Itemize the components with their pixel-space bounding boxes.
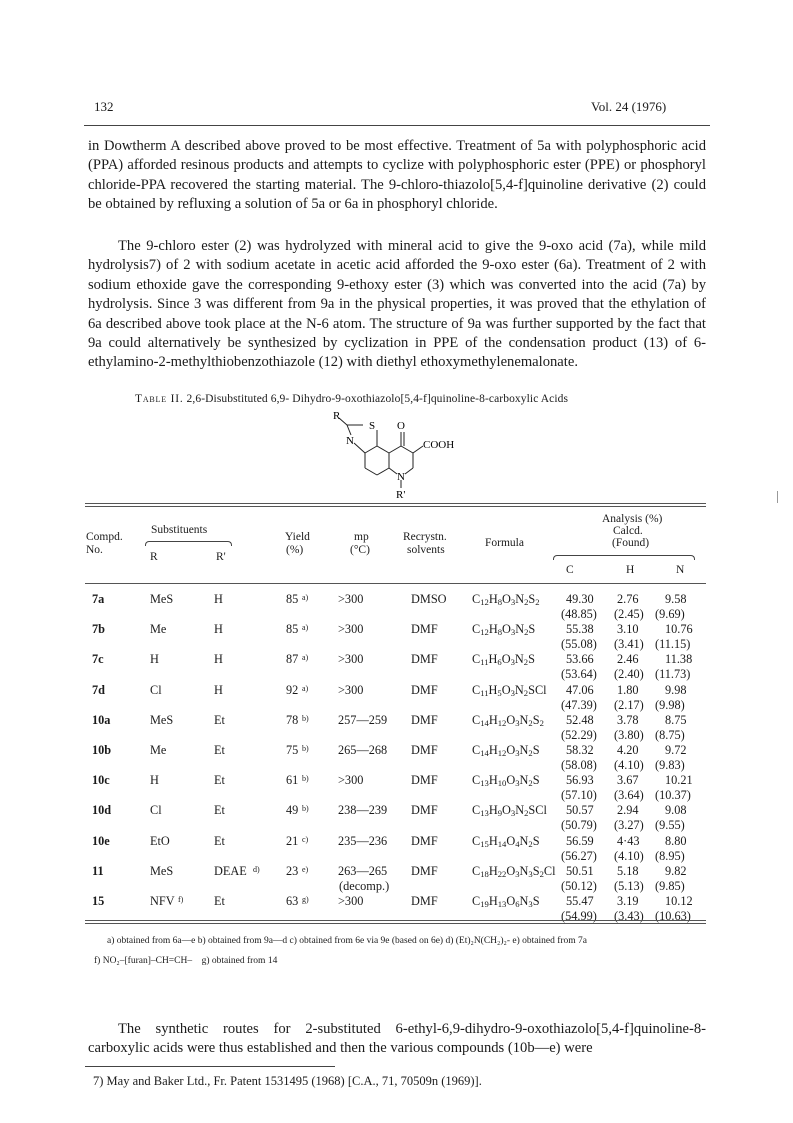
table-top-rule — [85, 503, 706, 504]
yield-note: e) — [302, 864, 309, 874]
compd-no: 15 — [92, 894, 105, 908]
found-c: (50.79) — [561, 818, 597, 833]
found-n: (9.98) — [655, 697, 685, 712]
calcd-c: 58.32 — [566, 743, 594, 757]
solvent: DMF — [411, 833, 438, 848]
solvent: DMF — [411, 712, 438, 727]
substituent-r: H — [150, 652, 159, 667]
solvent: DMF — [411, 743, 438, 757]
header-n: N — [676, 564, 685, 576]
table-header-rule — [85, 583, 706, 584]
formula: $C_{12}H_8O_3N_2S$ — [472, 622, 536, 638]
substituents-brace — [145, 541, 232, 546]
note-f-label: f) — [94, 956, 101, 966]
yield: 78 — [286, 712, 299, 727]
chemical-structure — [325, 408, 475, 500]
header-found: (Found) — [612, 537, 650, 549]
structure-n-quinoline: N — [397, 471, 405, 483]
yield: 23 — [286, 863, 299, 878]
found-n: (10.63) — [655, 909, 691, 923]
calcd-h: 2.94 — [617, 803, 639, 818]
compd-no: 10b — [92, 743, 112, 757]
r-note: f) — [178, 895, 184, 904]
calcd-h: 2.46 — [617, 652, 639, 667]
yield: 75 — [286, 743, 299, 757]
header-calcd: Calcd. — [613, 525, 643, 537]
header-recryst: Recrystn. — [403, 531, 447, 543]
header-solvents: solvents — [407, 544, 445, 556]
structure-r: R — [333, 410, 341, 422]
solvent: DMF — [411, 863, 438, 878]
found-c: (57.10) — [561, 788, 597, 803]
margin-mark — [777, 491, 778, 503]
substituent-r: H — [150, 773, 159, 788]
paragraph-3: The synthetic routes for 2-substituted 6-ethyl-6,9-dihydro-9-oxothiazolo[5,4-f]quinoline-8-carboxylic acids were thus established and then the various compounds (10b—e) were — [88, 1021, 706, 1057]
yield-note: c) — [302, 834, 309, 844]
solvent: DMF — [411, 894, 438, 908]
page-number: 132 — [94, 99, 114, 114]
calcd-n: 11.38 — [665, 652, 693, 667]
melting-point: 263—265 — [338, 863, 388, 878]
structure-o: O — [397, 420, 405, 432]
structure-cooh: COOH — [423, 439, 455, 451]
calcd-c: 53.66 — [566, 652, 594, 667]
header-yield: Yield — [285, 531, 310, 543]
header-formula: Formula — [485, 537, 524, 549]
melting-point-note: (decomp.) — [339, 878, 390, 893]
solvent: DMF — [411, 803, 438, 818]
melting-point: >300 — [338, 622, 364, 637]
yield: 85 — [286, 622, 299, 637]
substituent-r-prime: Et — [214, 712, 225, 727]
compd-no: 10a — [92, 712, 111, 727]
calcd-c: 49.30 — [566, 592, 594, 606]
calcd-n: 8.75 — [665, 712, 687, 727]
yield-note: b) — [302, 713, 309, 723]
substituent-r-prime: H — [214, 682, 223, 697]
found-c: (54.99) — [561, 909, 597, 923]
found-c: (50.12) — [561, 878, 597, 893]
calcd-c: 50.57 — [566, 803, 594, 818]
header-substituents: Substituents — [151, 524, 208, 536]
formula: $C_{13}H_9O_3N_2SCl$ — [472, 803, 547, 819]
found-n: (9.83) — [655, 758, 685, 772]
found-n: (10.37) — [655, 788, 691, 803]
calcd-c: 55.47 — [566, 894, 594, 908]
found-n: (11.15) — [655, 637, 691, 652]
table-label: Table II. — [135, 393, 184, 405]
yield: 63 — [286, 894, 299, 908]
structure-n-ring: N — [346, 435, 354, 447]
header-h: H — [626, 564, 635, 576]
found-h: (3.80) — [614, 727, 644, 742]
substituent-r-prime: Et — [214, 894, 225, 908]
structure-r-prime: R' — [396, 489, 406, 500]
calcd-h: 3.78 — [617, 712, 639, 727]
calcd-n: 9.72 — [665, 743, 687, 757]
substituent-r-prime: H — [214, 652, 223, 667]
calcd-n: 9.08 — [665, 803, 687, 818]
yield: 21 — [286, 833, 299, 848]
table-bottom-rule — [85, 920, 706, 921]
formula: $C_{11}H_6O_3N_2S$ — [472, 652, 535, 668]
header-r-prime: R' — [216, 551, 226, 563]
found-h: (2.45) — [614, 607, 644, 621]
formula: $C_{13}H_{10}O_3N_2S$ — [472, 773, 540, 789]
solvent: DMF — [411, 622, 438, 637]
yield: 49 — [286, 803, 299, 818]
melting-point: 265—268 — [338, 743, 388, 757]
calcd-n: 10.76 — [665, 622, 693, 637]
substituent-r: Cl — [150, 803, 162, 818]
substituent-r: MeS — [150, 592, 174, 606]
compd-no: 7a — [92, 592, 105, 606]
header-yield-unit: (%) — [286, 544, 304, 556]
compd-no: 7b — [92, 622, 105, 637]
melting-point: >300 — [338, 592, 364, 606]
yield-note: a) — [302, 593, 309, 602]
found-h: (3.43) — [614, 909, 644, 923]
formula: $C_{19}H_{13}O_6N_3S$ — [472, 894, 540, 909]
yield: 85 — [286, 592, 299, 606]
compd-no: 10e — [92, 833, 110, 848]
melting-point: 257—259 — [338, 712, 388, 727]
structure-s: S — [369, 420, 376, 432]
formula: $C_{18}H_{22}O_3N_3S_2Cl$ — [472, 863, 556, 879]
solvent: DMF — [411, 773, 438, 788]
header-c: C — [566, 564, 574, 576]
table-notes-2 — [94, 954, 277, 968]
substituent-r-prime: H — [214, 592, 223, 606]
found-c: (53.64) — [561, 667, 597, 682]
melting-point: >300 — [338, 773, 364, 788]
calcd-h: 2.76 — [617, 592, 639, 606]
calcd-n: 10.21 — [665, 773, 693, 788]
note-g: g) obtained from 14 — [201, 956, 278, 966]
calcd-h: 3.19 — [617, 894, 639, 908]
found-n: (8.75) — [655, 727, 685, 742]
calcd-n: 9.82 — [665, 863, 687, 878]
footnote-rule — [85, 1066, 335, 1067]
found-h: (3.41) — [614, 637, 644, 652]
found-c: (48.85) — [561, 607, 597, 621]
found-c: (56.27) — [561, 848, 597, 863]
found-h: (2.17) — [614, 697, 644, 712]
header-analysis: Analysis (%) — [602, 513, 663, 525]
substituent-r-prime: DEAE — [214, 863, 247, 878]
calcd-n: 10.12 — [665, 894, 693, 908]
found-h: (2.40) — [614, 667, 644, 682]
melting-point: >300 — [338, 652, 364, 667]
substituent-r: EtO — [150, 833, 170, 848]
header-mp-unit: (°C) — [350, 544, 370, 556]
yield: 61 — [286, 773, 299, 788]
header-no: No. — [86, 544, 103, 556]
yield-note: a) — [302, 683, 309, 693]
found-n: (9.85) — [655, 878, 685, 893]
formula: $C_{12}H_8O_3N_2S_2$ — [472, 592, 540, 607]
compd-no: 11 — [92, 863, 104, 878]
substituent-r-prime: Et — [214, 743, 225, 757]
table-caption: 2,6-Disubstituted 6,9- Dihydro-9-oxothiazolo[5,4-f]quinoline-8-carboxylic Acids — [186, 393, 569, 405]
yield-note: g) — [302, 895, 309, 904]
calcd-c: 56.59 — [566, 833, 594, 848]
compd-no: 7c — [92, 652, 104, 667]
found-h: (4.10) — [614, 848, 644, 863]
found-c: (47.39) — [561, 697, 597, 712]
substituent-r-prime: Et — [214, 803, 225, 818]
substituent-r-prime: Et — [214, 833, 225, 848]
compd-no: 10c — [92, 773, 110, 788]
note-f-formula: NO₂–[furan]–CH=CH– — [102, 956, 193, 966]
table-notes: a) obtained from 6a—e b) obtained from 9a—d c) obtained from 6e via 9e (based on 6e) d) (Et)₂N(CH₂)₂- e) obtained from 7a — [107, 936, 588, 946]
substituent-r: Cl — [150, 682, 162, 697]
melting-point: >300 — [338, 682, 364, 697]
yield-note: b) — [302, 744, 309, 753]
compd-no: 10d — [92, 803, 112, 818]
calcd-n: 8.80 — [665, 833, 687, 848]
calcd-h: 3.67 — [617, 773, 639, 788]
found-n: (9.55) — [655, 818, 685, 833]
found-h: (5.13) — [614, 878, 644, 893]
yield-note: a) — [302, 653, 309, 663]
footnote: 7) May and Baker Ltd., Fr. Patent 1531495 (1968) [C.A., 71, 70509n (1969)]. — [93, 1074, 482, 1088]
calcd-h: 5.18 — [617, 863, 639, 878]
calcd-h: 3.10 — [617, 622, 639, 637]
table-top-rule-2 — [85, 506, 706, 507]
calcd-c: 52.48 — [566, 712, 594, 727]
formula: $C_{14}H_{12}O_3N_2S$ — [472, 743, 540, 758]
substituent-r: MeS — [150, 712, 174, 727]
r-prime-note: d) — [253, 864, 260, 874]
calcd-n: 9.98 — [665, 682, 687, 697]
found-c: (58.08) — [561, 758, 597, 772]
melting-point: >300 — [338, 894, 364, 908]
paragraph-2: The 9-chloro ester (2) was hydrolyzed with mineral acid to give the 9-oxo acid (7a), while mild hydrolysis7) of 2 with sodium acetate in acetic acid afforded the 9-oxo ester (6a). Treatment of 2 with sodium ethoxide gave the corresponding 9-ethoxy ester (3) which was converted into the acid (7a) by hydrolysis. Since 3 was different from 9a in the physical properties, it was proved that the ethylation of 6a described above took place at the N-6 atom. The structure of 9a was further supported by the fact that 9a could alternatively be synthesized by cyclization in PPE of the condensation product (13) of 6-ethylamino-2-methylthiobenzothiazole (12) with diethyl ethoxymethylenemalonate. — [88, 238, 706, 371]
solvent: DMF — [411, 652, 438, 667]
calcd-c: 55.38 — [566, 622, 594, 637]
formula: $C_{14}H_{12}O_3N_2S_2$ — [472, 712, 544, 728]
solvent: DMSO — [411, 592, 447, 606]
substituent-r: NFV — [150, 894, 175, 908]
calcd-c: 50.51 — [566, 863, 594, 878]
calcd-h: 1.80 — [617, 682, 639, 697]
substituent-r: Me — [150, 622, 167, 637]
found-c: (52.29) — [561, 727, 597, 742]
volume-label: Vol. 24 (1976) — [591, 99, 667, 114]
yield-note: b) — [302, 804, 309, 814]
compd-no: 7d — [92, 682, 105, 697]
found-h: (4.10) — [614, 758, 644, 772]
found-h: (3.64) — [614, 788, 644, 803]
yield: 92 — [286, 682, 299, 697]
substituent-r: Me — [150, 743, 167, 757]
analysis-brace — [553, 555, 695, 560]
found-h: (3.27) — [614, 818, 644, 833]
yield: 87 — [286, 652, 299, 667]
solvent: DMF — [411, 682, 438, 697]
formula: $C_{15}H_{14}O_4N_2S$ — [472, 833, 540, 849]
calcd-h: 4·43 — [617, 833, 640, 848]
melting-point: 238—239 — [338, 803, 388, 818]
calcd-c: 56.93 — [566, 773, 594, 788]
header-r: R — [150, 551, 158, 563]
header-rule — [84, 125, 710, 126]
substituent-r-prime: H — [214, 622, 223, 637]
found-n: (8.95) — [655, 848, 685, 863]
found-n: (11.73) — [655, 667, 691, 682]
found-n: (9.69) — [655, 607, 685, 621]
formula: $C_{11}H_5O_3N_2SCl$ — [472, 682, 547, 698]
substituent-r: MeS — [150, 863, 174, 878]
calcd-n: 9.58 — [665, 592, 687, 606]
substituent-r-prime: Et — [214, 773, 225, 788]
header-mp: mp — [354, 531, 369, 543]
table-title — [135, 393, 568, 405]
paragraph-1: in Dowtherm A described above proved to be most effective. Treatment of 5a with polyphosphoric acid (PPA) afforded resinous products and attempts to cyclize with polyphosphoric ester (PPE) or phosphoryl chloride-PPA recovered the starting material. The 9-chloro-thiazolo[5,4-f]quinoline derivative (2) could be obtained by refluxing a solution of 5a or 6a in phosphoryl chloride. — [88, 138, 706, 213]
yield-note: b) — [302, 774, 309, 784]
yield-note: a) — [302, 623, 309, 633]
calcd-h: 4.20 — [617, 743, 639, 757]
calcd-c: 47.06 — [566, 682, 594, 697]
melting-point: 235—236 — [338, 833, 388, 848]
table-bottom-rule-2 — [85, 923, 706, 924]
header-compd: Compd. — [86, 531, 123, 543]
found-c: (55.08) — [561, 637, 597, 652]
